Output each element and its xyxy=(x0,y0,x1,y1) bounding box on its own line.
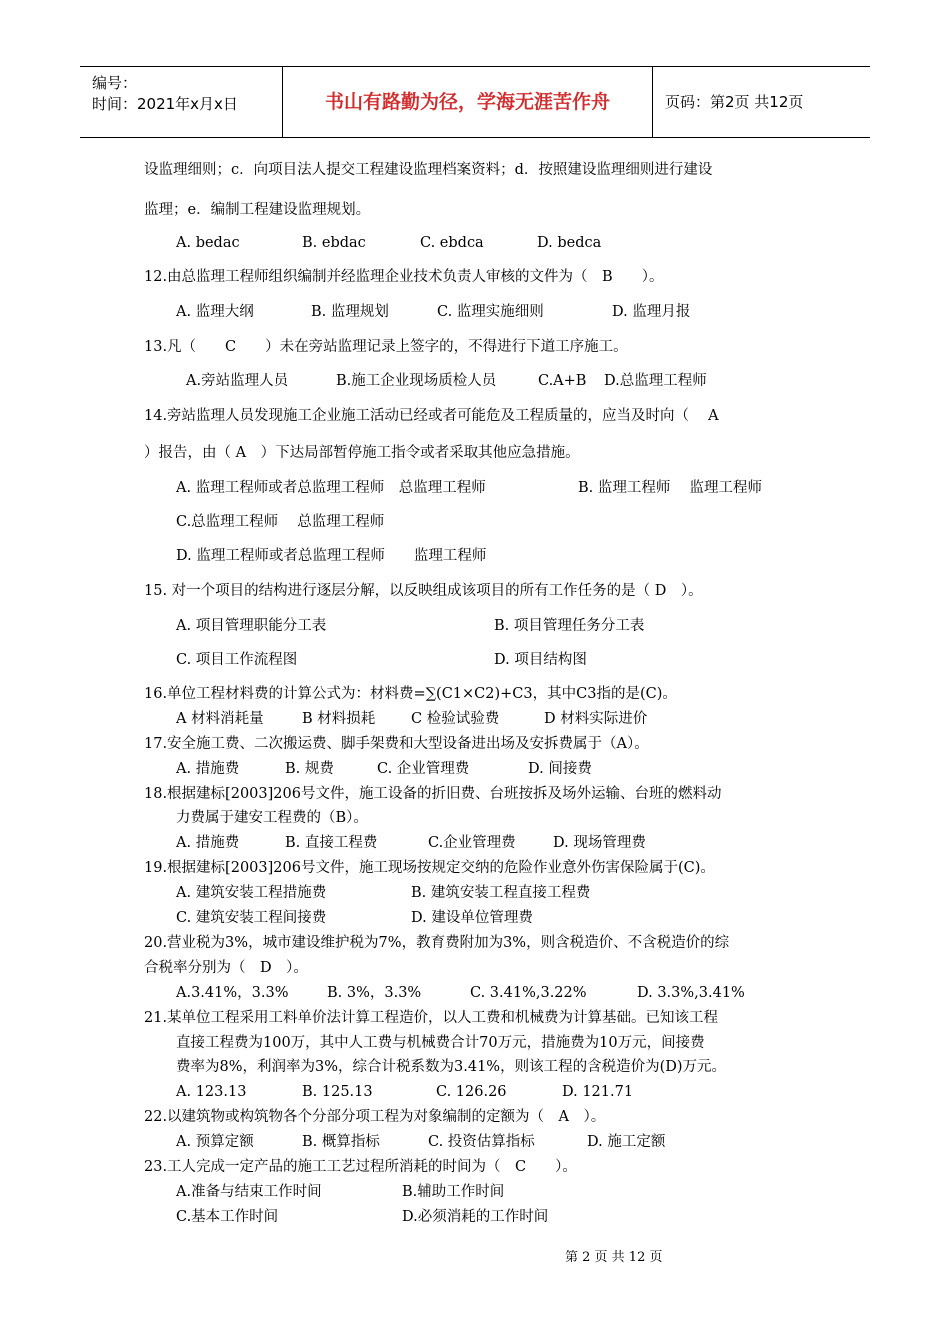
option: A. 措施费 xyxy=(176,835,240,851)
option: D.必须消耗的工作时间 xyxy=(402,1209,549,1225)
option: C 检验试验费 xyxy=(411,711,500,727)
option: C.企业管理费 xyxy=(428,835,516,851)
option: C. ebdca xyxy=(420,235,484,251)
option: B. 监理工程师 监理工程师 xyxy=(578,480,762,496)
option: A. 监理工程师或者总监理工程师 总监理工程师 xyxy=(176,480,486,496)
question-20-cont: 合税率分别为（ D ）。 xyxy=(144,960,308,976)
text-line: 监理；e．编制工程建设监理规划。 xyxy=(144,202,371,218)
option: C. 投资估算指标 xyxy=(428,1134,535,1150)
question-13: 13.凡（ C ）未在旁站监理记录上签字的，不得进行下道工序施工。 xyxy=(144,339,628,355)
document-number-label: 编号： xyxy=(92,74,138,92)
option: D.总监理工程师 xyxy=(604,373,707,389)
option: D. bedca xyxy=(537,235,602,251)
option: D. 3.3%,3.41% xyxy=(637,985,745,1001)
question-14: 14.旁站监理人员发现施工企业施工活动已经或者可能危及工程质量的，应当及时向（ A xyxy=(144,408,719,424)
question-18-cont: 力费属于建安工程费的（B）。 xyxy=(176,810,368,826)
option: A.3.41%，3.3% xyxy=(176,985,289,1001)
question-22: 22.以建筑物或构筑物各个分部分项工程为对象编制的定额为（ A ）。 xyxy=(144,1109,606,1125)
option: A. 监理大纲 xyxy=(176,304,254,320)
option: B. 项目管理任务分工表 xyxy=(494,618,645,634)
option: D. 建设单位管理费 xyxy=(411,910,533,926)
option: D. 监理工程师或者总监理工程师 监理工程师 xyxy=(176,548,487,564)
option: B.施工企业现场质检人员 xyxy=(336,373,497,389)
option: A. 措施费 xyxy=(176,761,240,777)
option: B. ebdac xyxy=(302,235,366,251)
option: A. bedac xyxy=(176,235,240,251)
option: A.旁站监理人员 xyxy=(186,373,289,389)
option: A. 123.13 xyxy=(176,1084,247,1100)
question-23: 23.工人完成一定产品的施工工艺过程所消耗的时间为（ C ）。 xyxy=(144,1159,577,1175)
option: C. 建筑安装工程间接费 xyxy=(176,910,327,926)
question-12: 12.由总监理工程师组织编制并经监理企业技术负责人审核的文件为（ B ）。 xyxy=(144,269,664,285)
option: C. 监理实施细则 xyxy=(437,304,544,320)
option: C. 3.41%,3.22% xyxy=(470,985,587,1001)
header-meta xyxy=(80,67,283,137)
page-footer: 第 2 页 共 12 页 xyxy=(565,1250,663,1265)
option: C.基本工作时间 xyxy=(176,1209,279,1225)
option: B. 建筑安装工程直接工程费 xyxy=(411,885,591,901)
text-line: 设监理细则；c．向项目法人提交工程建设监理档案资料；d．按照建设监理细则进行建设 xyxy=(144,162,713,178)
option: B. 概算指标 xyxy=(302,1134,380,1150)
option: D. 现场管理费 xyxy=(553,835,646,851)
question-19: 19.根据建标[2003]206号文件，施工现场按规定交纳的危险作业意外伤害保险属于(C)。 xyxy=(144,860,715,876)
question-18: 18.根据建标[2003]206号文件，施工设备的折旧费、台班按拆及场外运输、台班的燃料动 xyxy=(144,786,722,802)
document-time: 时间：2021年x月x日 xyxy=(92,95,238,113)
question-17: 17.安全施工费、二次搬运费、脚手架费和大型设备进出场及安拆费属于（A）。 xyxy=(144,736,649,752)
question-14-cont: ）报告，由（ A ）下达局部暂停施工指令或者采取其他应急措施。 xyxy=(144,445,580,461)
question-16: 16.单位工程材料费的计算公式为：材料费=∑(C1×C2)+C3，其中C3指的是(C)。 xyxy=(144,686,677,702)
option: B. 125.13 xyxy=(302,1084,373,1100)
option: A.准备与结束工作时间 xyxy=(176,1184,322,1200)
question-20: 20.营业税为3%，城市建设维护税为7%，教育费附加为3%，则含税造价、不含税造价的综 xyxy=(144,935,730,951)
question-21-cont: 直接工程费为100万，其中人工费与机械费合计70万元，措施费为10万元，间接费 xyxy=(176,1035,705,1051)
option: D 材料实际进价 xyxy=(544,711,648,727)
option: C.总监理工程师 总监理工程师 xyxy=(176,514,385,530)
option: B. 3%，3.3% xyxy=(327,985,422,1001)
header-motto: 书山有路勤为径，学海无涯苦作舟 xyxy=(283,67,653,137)
option: C.A+B xyxy=(538,373,587,389)
option: A. 项目管理职能分工表 xyxy=(176,618,327,634)
option: A. 建筑安装工程措施费 xyxy=(176,885,327,901)
option: D. 项目结构图 xyxy=(494,652,587,668)
option: B 材料损耗 xyxy=(302,711,376,727)
option: A 材料消耗量 xyxy=(176,711,264,727)
option: A. 预算定额 xyxy=(176,1134,254,1150)
option: C. 126.26 xyxy=(436,1084,507,1100)
question-21: 21.某单位工程采用工料单价法计算工程造价，以人工费和机械费为计算基础。已知该工程 xyxy=(144,1010,719,1026)
option: B. 规费 xyxy=(285,761,334,777)
option: D. 监理月报 xyxy=(612,304,691,320)
option: D. 间接费 xyxy=(528,761,592,777)
page-header xyxy=(80,66,870,138)
option: D. 施工定额 xyxy=(587,1134,666,1150)
option: C. 项目工作流程图 xyxy=(176,652,298,668)
option: B. 直接工程费 xyxy=(285,835,378,851)
option: B. 监理规划 xyxy=(311,304,389,320)
question-21-cont: 费率为8%，利润率为3%，综合计税系数为3.41%，则该工程的含税造价为(D)万元。 xyxy=(176,1059,727,1075)
question-15: 15. 对一个项目的结构进行逐层分解，以反映组成该项目的所有工作任务的是（ D ）。 xyxy=(144,583,703,599)
header-page-info: 页码：第2页 共12页 xyxy=(665,93,804,111)
option: D. 121.71 xyxy=(562,1084,634,1100)
option: B.辅助工作时间 xyxy=(402,1184,505,1200)
option: C. 企业管理费 xyxy=(377,761,470,777)
